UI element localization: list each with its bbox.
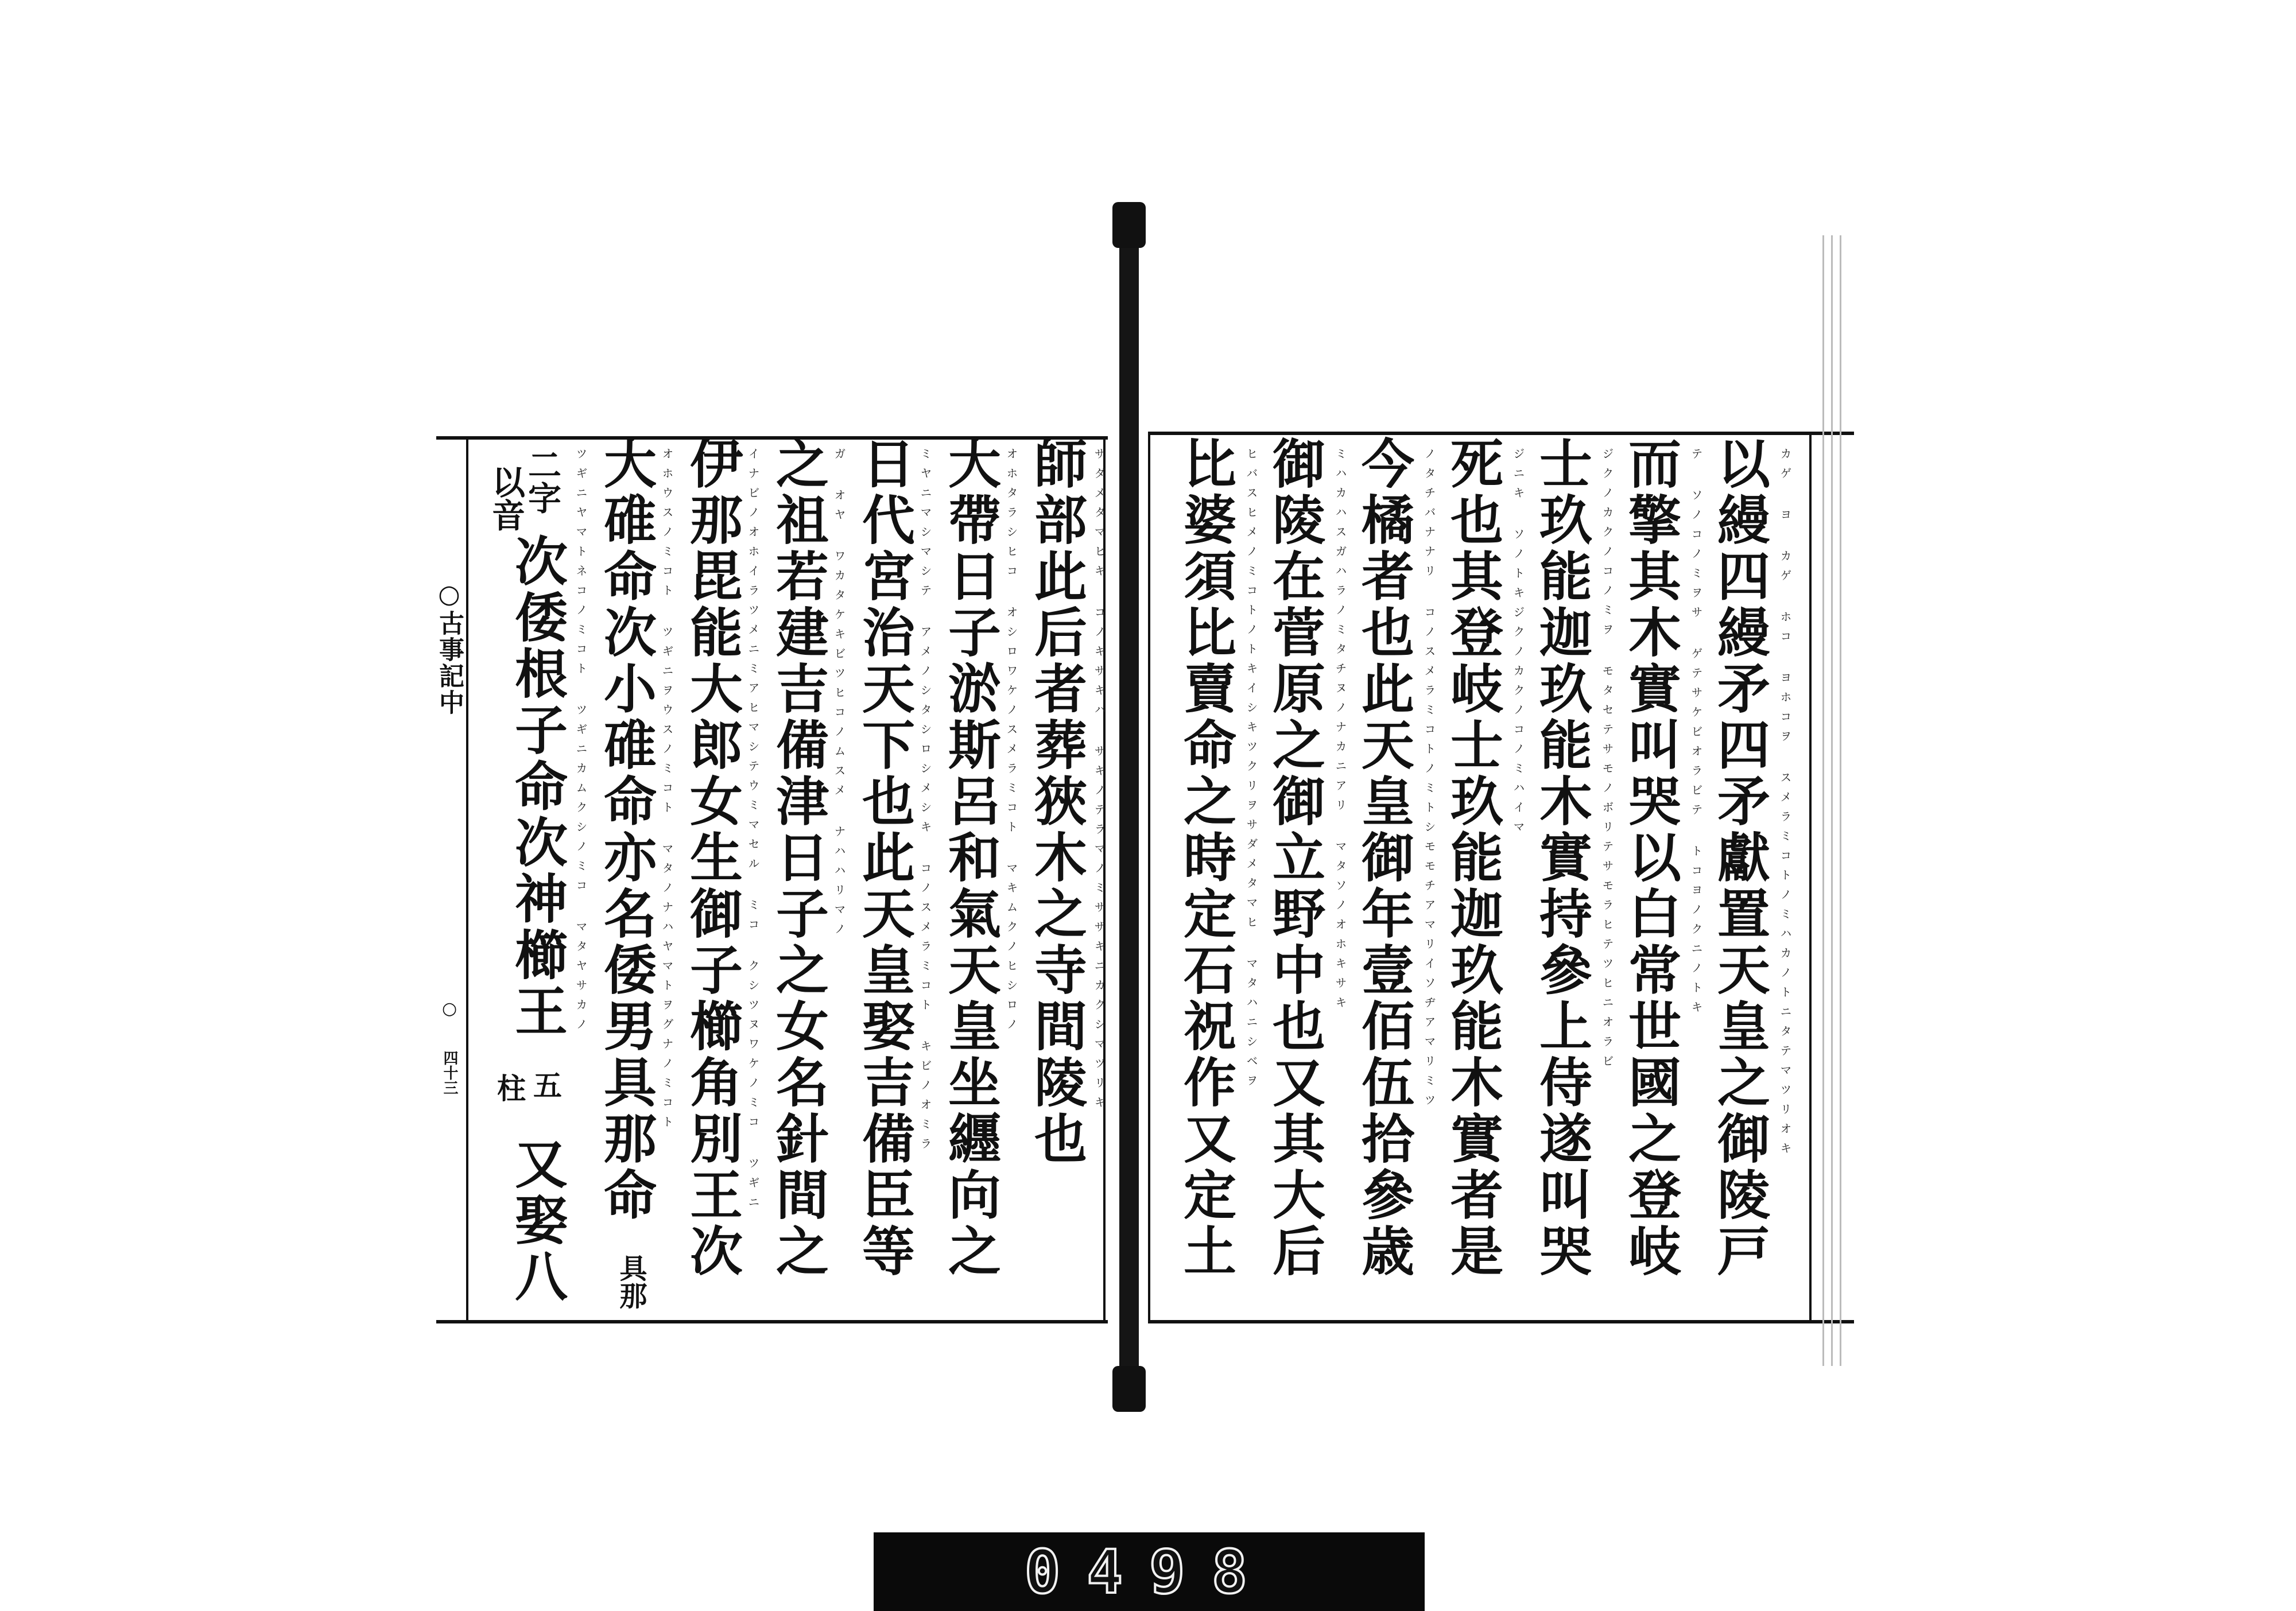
- margin-folio-number: 四十三: [441, 1050, 458, 1095]
- right-furigana-6: ミハカハスガハラノミタチヌノナカニアリ マタソノオホキサキ: [1333, 448, 1347, 1016]
- left-page-outer-rule: [466, 436, 468, 1323]
- right-page-top-rule: [1148, 432, 1854, 435]
- left-text-column-5: 伊那毘能大郎女生御子櫛角別王次: [681, 436, 743, 1280]
- archive-frame-number: 0498: [1024, 1536, 1274, 1607]
- right-text-column-3: 士玖能迦玖能木實持參上侍遂叫哭: [1531, 436, 1593, 1280]
- binding-rod-top-cap: [1112, 202, 1146, 248]
- left-furigana-1: サダメタマヒキ コノキサキハ サキノテラマノミサザキニカクシマツリキ: [1092, 448, 1106, 1116]
- archive-frame-label: [874, 1532, 1425, 1611]
- left-note-col7-top: 二字: [522, 448, 561, 514]
- binding-rod-bottom-cap: [1112, 1366, 1146, 1412]
- right-furigana-3: ジクノカクノコノミヲ モタセテサモノボリテサモラヒテツヒニオラビ: [1600, 448, 1614, 1074]
- left-note-col7-top2: 以音: [486, 465, 525, 531]
- left-text-column-4: 之祖若建吉備津日子之女名針間之: [767, 436, 829, 1280]
- left-text-column-1: 師部此后者葬狹木之寺間陵也: [1026, 436, 1088, 1167]
- left-furigana-3: ミヤニマシマシテ アメノシタシロシメシキ コノスメラミコト キビノオミラ: [918, 448, 932, 1157]
- right-page-bottom-rule: [1148, 1320, 1854, 1323]
- margin-circle-mark: ○: [442, 999, 457, 1019]
- left-note-col6: 具那: [615, 1254, 647, 1309]
- right-page-edge: [1840, 235, 1841, 1366]
- left-text-column-7-tail: 又娶八: [506, 1136, 568, 1305]
- right-furigana-2: テ ソノコノミヲサ ゲテサケビオラビテ トコヨノクニノトキ: [1689, 448, 1703, 1020]
- left-text-column-2: 大帶日子淤斯呂和氣天皇坐纒向之: [940, 436, 1002, 1280]
- right-furigana-7: ヒバスヒメノミコトノトキイシキツクリヲサダメタマヒ マタハニシベヲ: [1244, 448, 1258, 1094]
- right-page-inner-rule: [1148, 432, 1150, 1323]
- left-page-bottom-rule: [436, 1320, 1108, 1323]
- right-text-column-2: 而擎其木實叫哭以白常世國之登岐: [1620, 436, 1682, 1280]
- right-furigana-1: カゲ ヨ カゲ ホコ ヨホコヲ スメラミコトノミハカノトニタテマツリオキ: [1778, 448, 1792, 1162]
- right-furigana-5: ノタチバナナリ コノスメラミコトノミトシモモチアマリイソヂアマリミツ: [1422, 448, 1436, 1113]
- right-text-column-6: 御陵在菅原之御立野中也又其大后: [1264, 436, 1326, 1280]
- left-text-column-6: 大碓命次小碓命亦名倭男具那命: [595, 436, 657, 1224]
- right-text-column-1: 以縵四縵矛四矛獻置天皇之御陵戸: [1709, 436, 1771, 1280]
- left-text-column-3: 日代宮治天下也此天皇娶吉備臣等: [854, 436, 916, 1280]
- right-text-column-5: 今橘者也此天皇御年壹佰伍拾參歳: [1353, 436, 1415, 1280]
- right-page-edge: [1831, 235, 1833, 1366]
- left-furigana-6: オホウスノミコト ツギニヲウスノミコト マタノナハヤマトヲグナノミコト: [660, 448, 674, 1135]
- right-furigana-4: ジニキ ソノトキジクノカクノコノミハイマ: [1511, 448, 1525, 840]
- right-page-edge: [1822, 235, 1824, 1366]
- right-text-column-4: 死也其登岐士玖能迦玖能木實者是: [1442, 436, 1504, 1280]
- left-furigana-7: ツギニヤマトネコノミコト ツギニカムクシノミコ マタヤサカノ: [574, 448, 588, 1038]
- right-text-column-7: 比婆須比賣命之時定石祝作又定土: [1175, 436, 1237, 1280]
- left-text-column-7: 次倭根子命次神櫛王: [506, 534, 568, 1040]
- left-furigana-4: ガ オヤ ワカタケキビツヒコノムスメ ナハハリマノ: [832, 448, 846, 942]
- left-note-col7-mid: 五: [529, 1070, 563, 1099]
- left-furigana-5: イナビノオホイラツメニミアヒマシテウミマセル ミコ クシツヌワケノミコ ツギニ: [746, 448, 760, 1216]
- left-note-col7-mid2: 柱: [492, 1073, 526, 1102]
- right-page-outer-rule: [1809, 432, 1812, 1323]
- left-furigana-2: オホタラシヒコ オシロワケノスメラミコト マキムクノヒシロノ: [1004, 448, 1018, 1038]
- binding-rod: [1119, 207, 1139, 1406]
- margin-book-title: ○古事記中: [435, 580, 464, 716]
